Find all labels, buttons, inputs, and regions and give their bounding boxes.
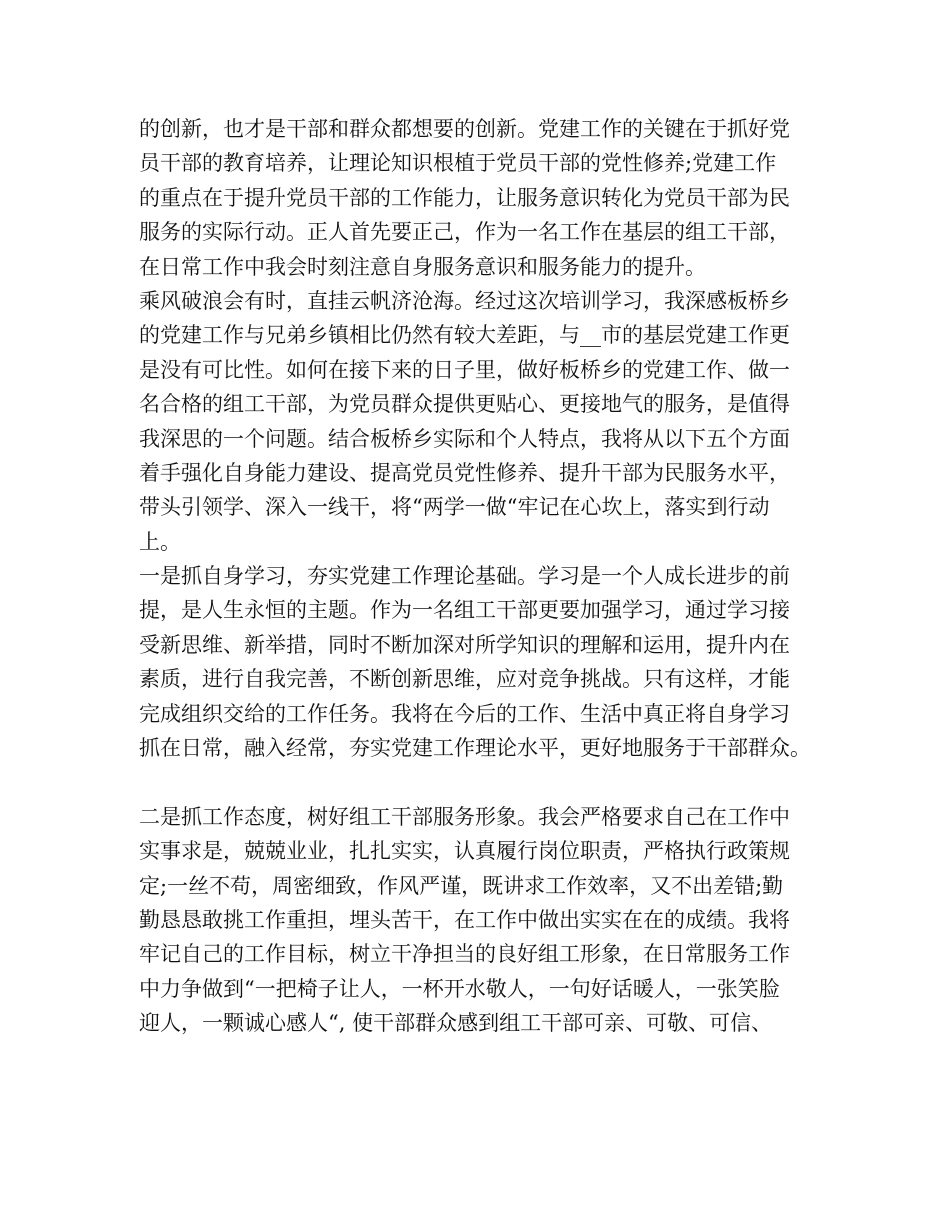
text-line: 提，是人生永恒的主题。作为一名组工干部更要加强学习，通过学习接 xyxy=(139,598,790,623)
text-line: 的党建工作与兄弟乡镇相比仍然有较大差距，与__市的基层党建工作更 xyxy=(139,323,790,348)
text-line: 服务的实际行动。正人首先要正己，作为一名工作在基层的组工干部， xyxy=(139,220,790,245)
text-line: 迎人，一颗诚心感人“, 使干部群众感到组工干部可亲、可敬、可信、 xyxy=(139,1011,773,1036)
text-line: 上。 xyxy=(139,529,181,554)
text-line: 二是抓工作态度，树好组工干部服务形象。我会严格要求自己在工作中 xyxy=(139,804,790,829)
text-line: 抓在日常，融入经常，夯实党建工作理论水平，更好地服务于干部群众。 xyxy=(139,736,811,761)
text-line: 中力争做到“一把椅子让人，一杯开水敬人，一句好话暖人，一张笑脸 xyxy=(139,976,780,1001)
text-line: 乘风破浪会有时，直挂云帆济沧海。经过这次培训学习，我深感板桥乡 xyxy=(139,288,790,313)
text-line: 完成组织交给的工作任务。我将在今后的工作、生活中真正将自身学习 xyxy=(139,701,790,726)
text-line: 一是抓自身学习，夯实党建工作理论基础。学习是一个人成长进步的前 xyxy=(139,564,790,589)
text-line: 受新思维、新举措，同时不断加深对所学知识的理解和运用，提升内在 xyxy=(139,632,790,657)
text-line: 牢记自己的工作目标，树立干净担当的良好组工形象，在日常服务工作 xyxy=(139,942,790,967)
text-line: 名合格的组工干部，为党员群众提供更贴心、更接地气的服务，是值得 xyxy=(139,392,790,417)
text-line: 勤恳恳敢挑工作重担，埋头苦干，在工作中做出实实在在的成绩。我将 xyxy=(139,907,790,932)
text-line: 素质，进行自我完善，不断创新思维，应对竞争挑战。只有这样，才能 xyxy=(139,667,790,692)
text-line: 在日常工作中我会时刻注意自身服务意识和服务能力的提升。 xyxy=(139,254,706,279)
text-line: 着手强化自身能力建设、提高党员党性修养、提升干部为民服务水平， xyxy=(139,460,790,485)
paragraph-gap xyxy=(139,765,839,799)
text-line: 实事求是，兢兢业业，扎扎实实，认真履行岗位职责，严格执行政策规 xyxy=(139,839,790,864)
text-line: 定;一丝不苟，周密细致，作风严谨，既讲求工作效率，又不出差错;勤 xyxy=(139,873,784,898)
text-line: 的创新，也才是干部和群众都想要的创新。党建工作的关键在于抓好党 xyxy=(139,117,790,141)
text-line: 我深思的一个问题。结合板桥乡实际和个人特点，我将从以下五个方面 xyxy=(139,426,790,451)
body-text xyxy=(139,112,839,1041)
text-line: 员干部的教育培养，让理论知识根植于党员干部的党性修养;党建工作 xyxy=(139,151,777,176)
text-line: 带头引领学、深入一线干，将“两学一做“牢记在心坎上，落实到行动 xyxy=(139,495,770,520)
text-line: 是没有可比性。如何在接下来的日子里，做好板桥乡的党建工作、做一 xyxy=(139,357,790,382)
text-line: 的重点在于提升党员干部的工作能力，让服务意识转化为党员干部为民 xyxy=(139,185,790,210)
